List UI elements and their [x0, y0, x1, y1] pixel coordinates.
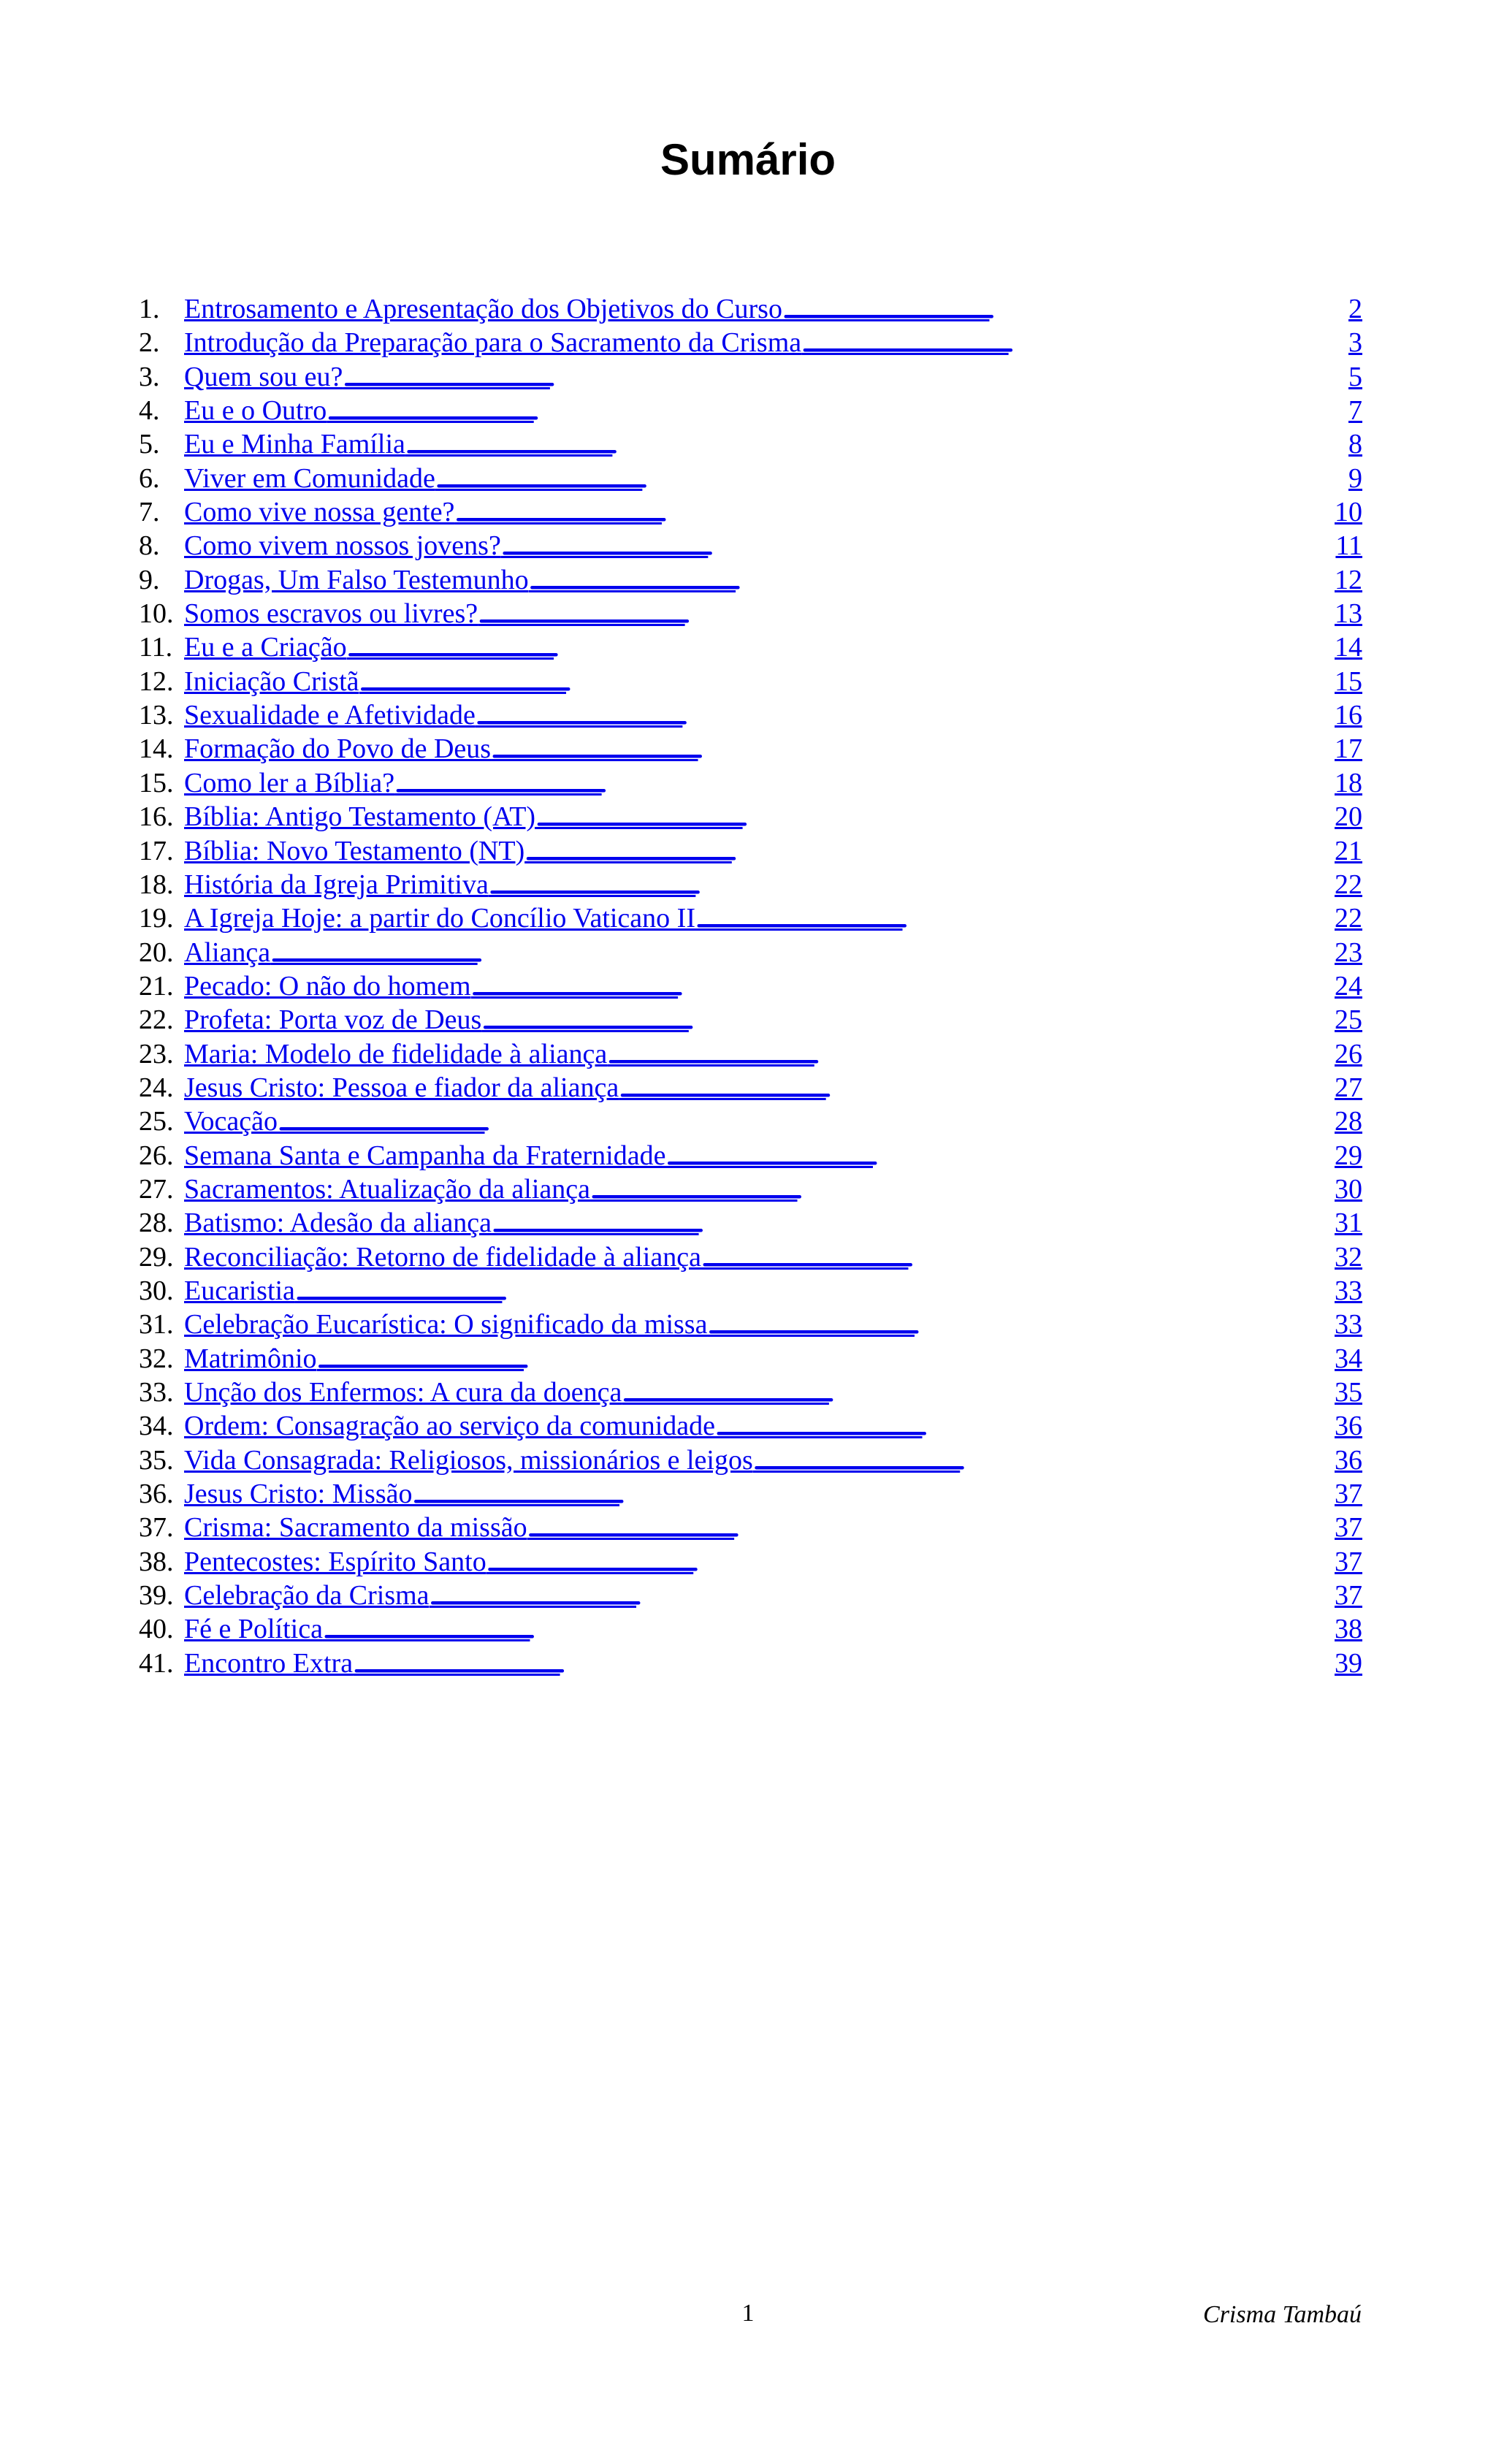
dot-leader — [359, 665, 1335, 698]
toc-entry-link[interactable] — [184, 495, 1362, 529]
dot-leader — [435, 462, 1348, 495]
toc-entry-title: Eu e Minha Família — [184, 429, 405, 460]
toc-entry-title: Iniciação Cristã — [184, 665, 359, 697]
toc-entry — [139, 665, 1362, 698]
toc-entry — [139, 1206, 1362, 1240]
toc-entry-link[interactable] — [184, 1376, 1362, 1409]
toc-entry-link[interactable] — [184, 630, 1362, 664]
toc-entry-number: 40. — [139, 1614, 174, 1645]
toc-entry-number: 32. — [139, 1343, 174, 1374]
toc-entry-link[interactable] — [184, 1409, 1362, 1443]
toc-entry-page: 39 — [1335, 1647, 1362, 1679]
toc-entry — [139, 698, 1362, 732]
toc-entry — [139, 766, 1362, 800]
toc-entry — [139, 427, 1362, 461]
toc-entry-title: Como ler a Bíblia? — [184, 767, 395, 798]
dot-leader — [471, 969, 1335, 1003]
toc-entry-number: 15. — [139, 767, 174, 798]
toc-entry-page: 11 — [1335, 530, 1362, 562]
toc-entry — [139, 326, 1362, 359]
toc-entry-page: 10 — [1335, 497, 1362, 528]
toc-entry-page: 20 — [1335, 801, 1362, 833]
toc-entry — [139, 1139, 1362, 1172]
toc-entry-page: 13 — [1335, 598, 1362, 630]
toc-entry-link[interactable] — [184, 1037, 1362, 1071]
toc-entry — [139, 901, 1362, 935]
toc-entry-number: 36. — [139, 1479, 174, 1510]
toc-entry-page: 14 — [1335, 632, 1362, 663]
toc-entry-number: 19. — [139, 903, 174, 934]
toc-entry-number: 3. — [139, 361, 160, 392]
toc-entry — [139, 462, 1362, 495]
dot-leader — [607, 1037, 1335, 1071]
toc-entry-page: 15 — [1335, 665, 1362, 697]
toc-entry — [139, 1037, 1362, 1071]
toc-entry — [139, 1612, 1362, 1646]
dot-leader — [478, 597, 1335, 630]
toc-entry-number: 8. — [139, 530, 160, 562]
toc-entry — [139, 630, 1362, 664]
toc-entry-number: 20. — [139, 937, 174, 968]
dot-leader — [492, 1206, 1335, 1240]
toc-entry-number: 24. — [139, 1072, 174, 1103]
toc-entry-number: 18. — [139, 869, 174, 900]
dot-leader — [622, 1376, 1335, 1409]
toc-entry — [139, 1376, 1362, 1409]
toc-entry-number: 17. — [139, 835, 174, 866]
toc-entry-link[interactable] — [184, 1274, 1362, 1308]
toc-entry-title: A Igreja Hoje: a partir do Concílio Vaticano II — [184, 903, 695, 934]
toc-entry-title: Pentecostes: Espírito Santo — [184, 1546, 486, 1577]
toc-entry-link[interactable] — [184, 360, 1362, 394]
toc-entry-page: 35 — [1335, 1377, 1362, 1408]
toc-entry-title: Quem sou eu? — [184, 361, 343, 392]
toc-entry-page: 33 — [1335, 1275, 1362, 1306]
toc-entry-link[interactable] — [184, 529, 1362, 562]
page-title: Sumário — [660, 135, 836, 184]
toc-entry-number: 28. — [139, 1208, 174, 1239]
toc-entry-title: Fé e Política — [184, 1614, 323, 1645]
toc-entry-number: 1. — [139, 294, 160, 324]
toc-entry — [139, 1647, 1362, 1680]
toc-entry-page: 12 — [1335, 564, 1362, 595]
toc-entry-link[interactable] — [184, 1511, 1362, 1544]
toc-entry — [139, 1105, 1362, 1138]
dot-leader — [524, 834, 1335, 868]
toc-entry-page: 25 — [1335, 1004, 1362, 1036]
toc-entry-link[interactable] — [184, 563, 1362, 597]
table-of-contents — [139, 292, 1362, 1680]
toc-entry-link[interactable] — [184, 732, 1362, 766]
dot-leader — [486, 1545, 1335, 1579]
toc-entry-title: Batismo: Adesão da aliança — [184, 1208, 492, 1239]
toc-entry-number: 16. — [139, 801, 174, 833]
toc-entry-page: 21 — [1335, 835, 1362, 866]
toc-entry-title: Introdução da Preparação para o Sacramento da Crisma — [184, 327, 802, 359]
toc-entry — [139, 834, 1362, 868]
dot-leader — [476, 698, 1335, 732]
page-number: 1 — [741, 2300, 755, 2327]
toc-entry-title: Vida Consagrada: Religiosos, missionários e leigos — [184, 1444, 753, 1476]
toc-entry-title: Drogas, Um Falso Testemunho — [184, 564, 529, 595]
toc-entry — [139, 936, 1362, 969]
toc-entry-title: Encontro Extra — [184, 1647, 354, 1679]
toc-entry-link[interactable] — [184, 665, 1362, 698]
toc-entry-number: 14. — [139, 733, 174, 765]
toc-entry-number: 12. — [139, 665, 174, 697]
toc-entry-page: 30 — [1335, 1173, 1362, 1205]
dot-leader — [529, 563, 1335, 597]
toc-entry-number: 38. — [139, 1546, 174, 1577]
toc-entry-page: 34 — [1335, 1343, 1362, 1374]
toc-entry-number: 13. — [139, 700, 174, 731]
toc-entry-title: Como vive nossa gente? — [184, 497, 455, 528]
toc-entry-link[interactable] — [184, 834, 1362, 868]
toc-entry-number: 11. — [139, 632, 173, 663]
toc-entry-link[interactable] — [184, 1071, 1362, 1105]
toc-entry-title: Aliança — [184, 937, 271, 968]
toc-entry-page: 8 — [1348, 429, 1362, 460]
dot-leader — [278, 1105, 1335, 1138]
toc-entry-number: 6. — [139, 462, 160, 494]
toc-entry-number: 2. — [139, 327, 160, 359]
toc-entry-page: 27 — [1335, 1072, 1362, 1103]
toc-entry — [139, 1409, 1362, 1443]
toc-entry — [139, 495, 1362, 529]
dot-leader — [430, 1579, 1335, 1612]
toc-entry-link[interactable] — [184, 1477, 1362, 1511]
toc-entry-title: Pecado: O não do homem — [184, 970, 471, 1002]
toc-entry-page: 38 — [1335, 1614, 1362, 1645]
toc-entry — [139, 1443, 1362, 1477]
toc-entry-number: 22. — [139, 1004, 174, 1036]
dot-leader — [753, 1443, 1335, 1477]
toc-entry-page: 9 — [1348, 462, 1362, 494]
toc-entry-link[interactable] — [184, 1105, 1362, 1138]
toc-entry-title: Viver em Comunidade — [184, 462, 435, 494]
toc-entry-page: 37 — [1335, 1479, 1362, 1510]
toc-entry-title: Bíblia: Novo Testamento (NT) — [184, 835, 525, 866]
footer-text: Crisma Tambaú — [1203, 2301, 1362, 2328]
toc-entry-link[interactable] — [184, 1579, 1362, 1612]
toc-entry-page: 37 — [1335, 1546, 1362, 1577]
toc-entry-link[interactable] — [184, 1139, 1362, 1172]
dot-leader — [527, 1511, 1335, 1544]
dot-leader — [695, 901, 1335, 935]
dot-leader — [323, 1612, 1335, 1646]
toc-entry-page: 3 — [1348, 327, 1362, 359]
toc-entry-link[interactable] — [184, 1545, 1362, 1579]
toc-entry-page: 32 — [1335, 1241, 1362, 1273]
toc-entry-page: 29 — [1335, 1140, 1362, 1171]
toc-entry — [139, 868, 1362, 901]
toc-entry — [139, 1308, 1362, 1341]
toc-entry-page: 28 — [1335, 1106, 1362, 1137]
dot-leader — [491, 732, 1335, 766]
dot-leader — [501, 529, 1336, 562]
toc-entry-page: 26 — [1335, 1038, 1362, 1069]
toc-entry-number: 34. — [139, 1411, 174, 1442]
toc-entry-link[interactable] — [184, 868, 1362, 901]
toc-entry — [139, 1579, 1362, 1612]
toc-entry-title: Semana Santa e Campanha da Fraternidade — [184, 1140, 666, 1171]
toc-entry-number: 37. — [139, 1512, 174, 1544]
toc-entry — [139, 597, 1362, 630]
dot-leader — [707, 1308, 1335, 1341]
toc-entry-link[interactable] — [184, 292, 1362, 326]
toc-entry — [139, 1003, 1362, 1037]
toc-entry-title: Sacramentos: Atualização da aliança — [184, 1173, 591, 1205]
toc-entry-link[interactable] — [184, 1240, 1362, 1274]
toc-entry-title: História da Igreja Primitiva — [184, 869, 489, 900]
toc-entry-link[interactable] — [184, 1342, 1362, 1376]
toc-entry-number: 35. — [139, 1444, 174, 1476]
toc-entry-link[interactable] — [184, 936, 1362, 969]
toc-entry-number: 26. — [139, 1140, 174, 1171]
toc-entry-number: 25. — [139, 1106, 174, 1137]
dot-leader — [343, 360, 1348, 394]
toc-entry-link[interactable] — [184, 462, 1362, 495]
toc-entry-link[interactable] — [184, 427, 1362, 461]
toc-entry-link[interactable] — [184, 1206, 1362, 1240]
toc-entry-title: Reconciliação: Retorno de fidelidade à aliança — [184, 1241, 701, 1273]
dot-leader — [353, 1647, 1335, 1680]
dot-leader — [535, 800, 1335, 834]
toc-entry-link[interactable] — [184, 1003, 1362, 1037]
toc-entry-title: Unção dos Enfermos: A cura da doença — [184, 1377, 622, 1408]
toc-entry-link[interactable] — [184, 800, 1362, 834]
toc-entry-title: Celebração da Crisma — [184, 1580, 430, 1611]
toc-entry-number: 31. — [139, 1309, 174, 1340]
dot-leader — [715, 1409, 1335, 1443]
dot-leader — [454, 495, 1335, 529]
toc-entry-title: Eu e a Criação — [184, 632, 347, 663]
dot-leader — [701, 1240, 1335, 1274]
toc-entry-number: 29. — [139, 1241, 174, 1273]
toc-entry-number: 5. — [139, 429, 160, 460]
toc-entry-link[interactable] — [184, 394, 1362, 427]
dot-leader — [317, 1342, 1335, 1376]
toc-entry-title: Vocação — [184, 1106, 278, 1137]
toc-entry-page: 23 — [1335, 937, 1362, 968]
toc-entry-page: 22 — [1335, 903, 1362, 934]
toc-entry-page: 37 — [1335, 1580, 1362, 1611]
toc-entry-link[interactable] — [184, 698, 1362, 732]
dot-leader — [782, 292, 1348, 326]
toc-entry-link[interactable] — [184, 1647, 1362, 1680]
toc-entry-number: 7. — [139, 497, 160, 528]
dot-leader — [481, 1003, 1335, 1037]
toc-entry-number: 10. — [139, 598, 174, 630]
toc-entry-link[interactable] — [184, 1612, 1362, 1646]
dot-leader — [619, 1071, 1335, 1105]
toc-entry-link[interactable] — [184, 597, 1362, 630]
toc-entry-title: Profeta: Porta voz de Deus — [184, 1004, 482, 1036]
toc-entry-link[interactable] — [184, 766, 1362, 800]
toc-entry-title: Maria: Modelo de fidelidade à aliança — [184, 1038, 608, 1069]
dot-leader — [412, 1477, 1335, 1511]
toc-entry-title: Bíblia: Antigo Testamento (AT) — [184, 801, 536, 833]
toc-entry-page: 22 — [1335, 869, 1362, 900]
toc-entry-title: Somos escravos ou livres? — [184, 598, 478, 630]
toc-entry-page: 36 — [1335, 1444, 1362, 1476]
toc-entry — [139, 1342, 1362, 1376]
toc-entry-page: 33 — [1335, 1309, 1362, 1340]
toc-entry-page: 7 — [1348, 395, 1362, 427]
dot-leader — [327, 394, 1348, 427]
toc-entry — [139, 292, 1362, 326]
toc-entry-link[interactable] — [184, 326, 1362, 359]
dot-leader — [394, 766, 1335, 800]
toc-entry — [139, 732, 1362, 766]
toc-entry-number: 27. — [139, 1173, 174, 1205]
toc-entry-link[interactable] — [184, 1172, 1362, 1206]
toc-entry-number: 21. — [139, 970, 174, 1002]
dot-leader — [295, 1274, 1335, 1308]
toc-entry-link[interactable] — [184, 969, 1362, 1003]
toc-entry — [139, 1240, 1362, 1274]
toc-entry-title: Jesus Cristo: Pessoa e fiador da aliança — [184, 1072, 619, 1103]
toc-entry-page: 37 — [1335, 1512, 1362, 1544]
toc-entry-page: 18 — [1335, 767, 1362, 798]
toc-entry-title: Celebração Eucarística: O significado da missa — [184, 1309, 708, 1340]
toc-entry-number: 33. — [139, 1377, 174, 1408]
toc-entry-page: 17 — [1335, 733, 1362, 765]
toc-entry-page: 5 — [1348, 361, 1362, 392]
toc-entry — [139, 969, 1362, 1003]
toc-entry-number: 30. — [139, 1275, 174, 1306]
dot-leader — [665, 1139, 1335, 1172]
toc-entry-page: 2 — [1348, 294, 1362, 324]
dot-leader — [270, 936, 1335, 969]
toc-entry-title: Eucaristia — [184, 1275, 295, 1306]
toc-entry-page: 31 — [1335, 1208, 1362, 1239]
toc-entry — [139, 1477, 1362, 1511]
toc-entry-page: 24 — [1335, 970, 1362, 1002]
toc-entry-title: Como vivem nossos jovens? — [184, 530, 501, 562]
dot-leader — [489, 868, 1335, 901]
toc-entry-title: Formação do Povo de Deus — [184, 733, 492, 765]
toc-entry-link[interactable] — [184, 1443, 1362, 1477]
toc-entry — [139, 360, 1362, 394]
toc-entry-title: Crisma: Sacramento da missão — [184, 1512, 527, 1544]
toc-entry-title: Eu e o Outro — [184, 395, 327, 427]
toc-entry-number: 39. — [139, 1580, 174, 1611]
toc-entry — [139, 529, 1362, 562]
dot-leader — [590, 1172, 1335, 1206]
toc-entry-title: Sexualidade e Afetividade — [184, 700, 476, 731]
toc-entry — [139, 563, 1362, 597]
toc-entry — [139, 1511, 1362, 1544]
toc-entry-title: Entrosamento e Apresentação dos Objetivos do Curso — [184, 294, 782, 324]
toc-entry — [139, 394, 1362, 427]
toc-entry — [139, 1071, 1362, 1105]
toc-entry-page: 36 — [1335, 1411, 1362, 1442]
toc-entry-number: 4. — [139, 395, 160, 427]
toc-entry-link[interactable] — [184, 901, 1362, 935]
toc-entry — [139, 800, 1362, 834]
toc-entry-title: Jesus Cristo: Missão — [184, 1479, 413, 1510]
toc-entry — [139, 1274, 1362, 1308]
toc-entry-number: 23. — [139, 1038, 174, 1069]
toc-entry-number: 9. — [139, 564, 160, 595]
toc-entry-number: 41. — [139, 1647, 174, 1679]
toc-entry-title: Ordem: Consagração ao serviço da comunidade — [184, 1411, 716, 1442]
toc-entry-page: 16 — [1335, 700, 1362, 731]
dot-leader — [801, 326, 1348, 359]
dot-leader — [347, 630, 1335, 664]
toc-entry — [139, 1545, 1362, 1579]
toc-entry — [139, 1172, 1362, 1206]
toc-entry-title: Matrimônio — [184, 1343, 317, 1374]
dot-leader — [405, 427, 1348, 461]
toc-entry-link[interactable] — [184, 1308, 1362, 1341]
